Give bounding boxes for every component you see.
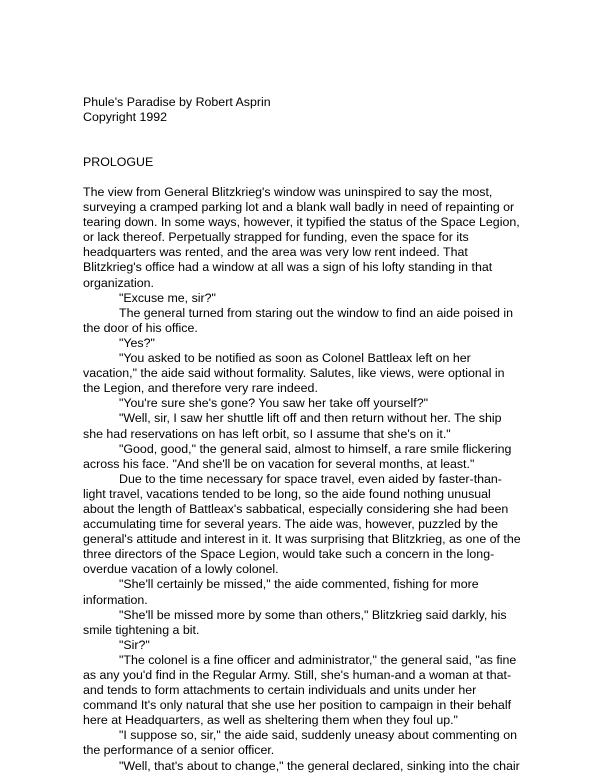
- document-header: [83, 95, 543, 125]
- paragraph: The view from General Blitzkrieg's window was uninspired to say the most, surveying a cramped parking lot and a blank wall badly in need of repainting or tearing down. In some ways, however, it typified the status of the Space Legion, or lack thereof. Perpetually strapped for funding, even the space for its headquarters was rented, and the area was very low rent indeed. That Blitzkrieg's office had a window at all was a sign of his lofty standing in that organization.: [83, 185, 520, 290]
- paragraph: "She'll certainly be missed," the aide commented, fishing for more information.: [83, 577, 479, 607]
- paragraph: "You asked to be notified as soon as Colonel Battleax left on her vacation," the aide said without formality. Salutes, like views, were optional in the Legion, and therefore very rare indeed.: [83, 351, 505, 396]
- paragraph: "She'll be missed more by some than others," Blitzkrieg said darkly, his smile tightening a bit.: [83, 607, 507, 637]
- body-text: [83, 185, 523, 774]
- paragraph: Due to the time necessary for space travel, even aided by faster-than-light travel, vacations tended to be long, so the aide found nothing unusual about the length of Battleax's sabbatical, especially considering she had been accumulating time for several years. The aide was, however, puzzled by the general's attitude and interest in it. It was surprising that Blitzkrieg, as one of the three directors of the Space Legion, would take such a concern in the long-overdue vacation of a lowly colonel.: [83, 471, 521, 577]
- section-heading: PROLOGUE: [83, 155, 154, 169]
- paragraph: The general turned from staring out the window to find an aide poised in the door of his office.: [83, 305, 513, 335]
- paragraph: "I suppose so, sir," the aide said, suddenly uneasy about commenting on the performance of a senior officer.: [83, 728, 517, 758]
- title-line: Phule's Paradise by Robert Asprin: [83, 95, 271, 109]
- paragraph: "Sir?": [119, 637, 150, 652]
- paragraph: "Well, that's about to change," the general declared, sinking into the chair: [119, 758, 520, 773]
- paragraph: "Good, good," the general said, almost to himself, a rare smile flickering across his face. "And she'll be on vacation for several months, at least.": [83, 441, 512, 471]
- copyright-line: Copyright 1992: [83, 110, 168, 125]
- paragraph: "Well, sir, I saw her shuttle lift off and then return without her. The ship she had reservations on has left orbit, so I assume that she's on it.": [83, 411, 502, 441]
- paragraph: "Excuse me, sir?": [119, 290, 216, 305]
- paragraph: "You're sure she's gone? You saw her take off yourself?": [119, 396, 429, 411]
- paragraph: "Yes?": [119, 335, 155, 350]
- paragraph: "The colonel is a fine officer and administrator," the general said, "as fine as any you'd find in the Regular Army. Still, she's human-and a woman at that-and tends to form attachments to certain individuals and units under her command It's only natural that she use her position to campaign in their behalf here at Headquarters, as well as sheltering them when they foul up.": [83, 652, 517, 728]
